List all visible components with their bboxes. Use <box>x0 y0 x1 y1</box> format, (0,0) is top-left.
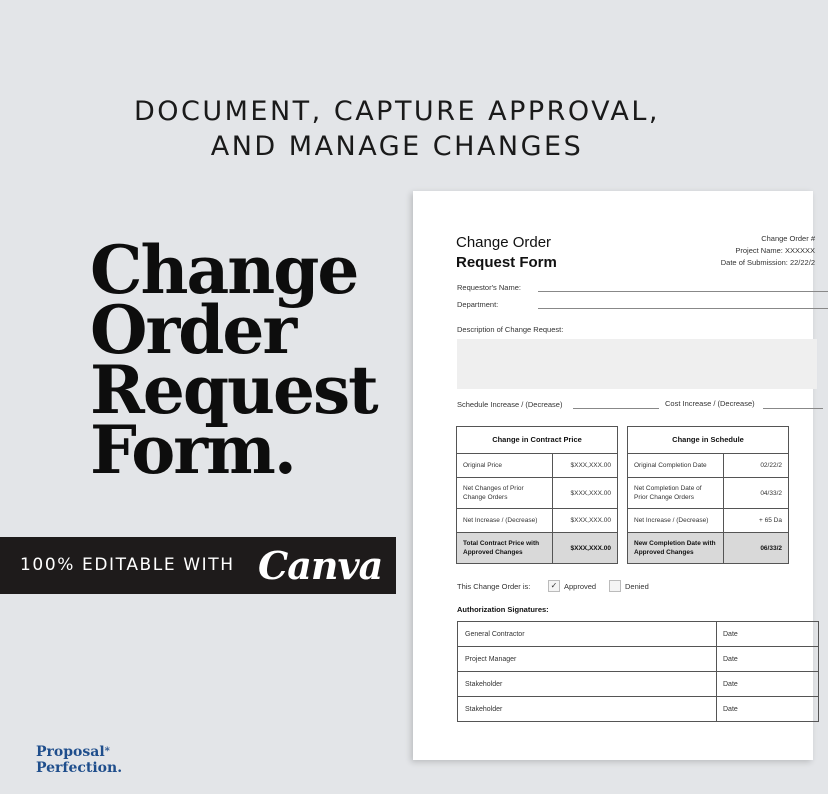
table-row-label: Net Increase / (Decrease) <box>628 509 724 532</box>
checkmark-icon: ✓ <box>550 581 558 590</box>
brand-line-2: Perfection. <box>36 760 123 776</box>
requestor-label: Requestor's Name: <box>457 283 521 292</box>
tagline-line-1: DOCUMENT, CAPTURE APPROVAL, <box>133 96 661 127</box>
schedule-table <box>627 426 789 564</box>
description-label: Description of Change Request: <box>457 325 564 334</box>
table-row <box>458 672 818 697</box>
brand-line-1: Proposal <box>36 744 105 760</box>
table-row-value: 04/33/2 <box>760 489 782 497</box>
signature-table <box>457 621 819 722</box>
signature-role[interactable]: General Contractor <box>458 622 717 646</box>
status-label: This Change Order is: <box>457 582 531 591</box>
table-row-label: Total Contract Price with Approved Changes <box>457 533 553 563</box>
hero-title-line: Change <box>90 231 358 309</box>
form-preview <box>413 191 813 760</box>
hero-title <box>90 231 410 489</box>
cost-field[interactable] <box>763 408 823 409</box>
hero-title-line: Request <box>90 351 377 429</box>
hero-title-line: Order <box>90 291 296 369</box>
editable-banner <box>0 537 396 594</box>
brand-star-icon: * <box>104 746 110 757</box>
table-row-label: Original Completion Date <box>628 454 724 477</box>
hero-title-line: Form. <box>90 411 295 489</box>
schedule-label: Schedule Increase / (Decrease) <box>457 400 563 409</box>
canva-logo: Canva <box>258 543 383 588</box>
table-row-value: $XXX,XXX.00 <box>570 544 611 552</box>
table-row-total <box>457 533 617 563</box>
table-row-value: 02/22/2 <box>760 462 782 469</box>
signature-date[interactable]: Date <box>723 680 738 688</box>
brand-logo <box>36 744 122 776</box>
table-row <box>458 697 818 721</box>
denied-label: Denied <box>625 582 649 591</box>
schedule-table-header: Change in Schedule <box>628 427 788 454</box>
auth-title: Authorization Signatures: <box>457 605 549 614</box>
requestor-field[interactable] <box>538 291 828 292</box>
table-row-total <box>628 533 788 563</box>
table-row-value: + 65 Da <box>759 517 782 524</box>
table-row <box>457 478 617 509</box>
table-row-value: 06/33/2 <box>760 544 782 552</box>
signature-date[interactable]: Date <box>723 630 738 638</box>
department-label: Department: <box>457 300 499 309</box>
change-order-number: Change Order # <box>761 234 815 243</box>
form-title-line-2: Request Form <box>456 254 557 271</box>
signature-role[interactable]: Stakeholder <box>458 672 717 696</box>
department-field[interactable] <box>538 308 828 309</box>
schedule-field[interactable] <box>573 408 659 409</box>
table-row-value: $XXX,XXX.00 <box>570 489 611 497</box>
submission-date: Date of Submission: 22/22/2 <box>720 258 815 267</box>
denied-checkbox[interactable] <box>609 580 621 592</box>
cost-label: Cost Increase / (Decrease) <box>665 399 755 408</box>
approved-checkbox[interactable] <box>548 580 560 592</box>
table-row <box>628 509 788 533</box>
table-row-label: New Completion Date with Approved Changes <box>628 533 724 563</box>
signature-date[interactable]: Date <box>723 655 738 663</box>
table-row <box>458 647 818 672</box>
table-row <box>628 454 788 478</box>
approved-label: Approved <box>564 582 597 591</box>
signature-role[interactable]: Project Manager <box>458 647 717 671</box>
table-row-label: Original Price <box>457 454 553 477</box>
description-field[interactable] <box>457 339 817 389</box>
form-title-line-1: Change Order <box>456 234 552 251</box>
signature-date[interactable]: Date <box>723 705 738 713</box>
table-row-label: Net Changes of Prior Change Orders <box>457 478 553 508</box>
table-row <box>458 622 818 647</box>
table-row-label: Net Increase / (Decrease) <box>457 509 553 532</box>
table-row-value: $XXX,XXX.00 <box>570 517 611 524</box>
tagline-line-2: AND MANAGE CHANGES <box>210 131 584 162</box>
signature-role[interactable]: Stakeholder <box>458 697 717 721</box>
table-row <box>457 454 617 478</box>
banner-text: 100% EDITABLE WITH <box>20 555 235 575</box>
contract-table-header: Change in Contract Price <box>457 427 617 454</box>
project-name: Project Name: XXXXXX <box>735 246 815 255</box>
table-row <box>457 509 617 533</box>
table-row-value: $XXX,XXX.00 <box>570 462 611 469</box>
table-row-label: Net Completion Date of Prior Change Orders <box>628 478 724 508</box>
table-row <box>628 478 788 509</box>
contract-price-table <box>456 426 618 564</box>
